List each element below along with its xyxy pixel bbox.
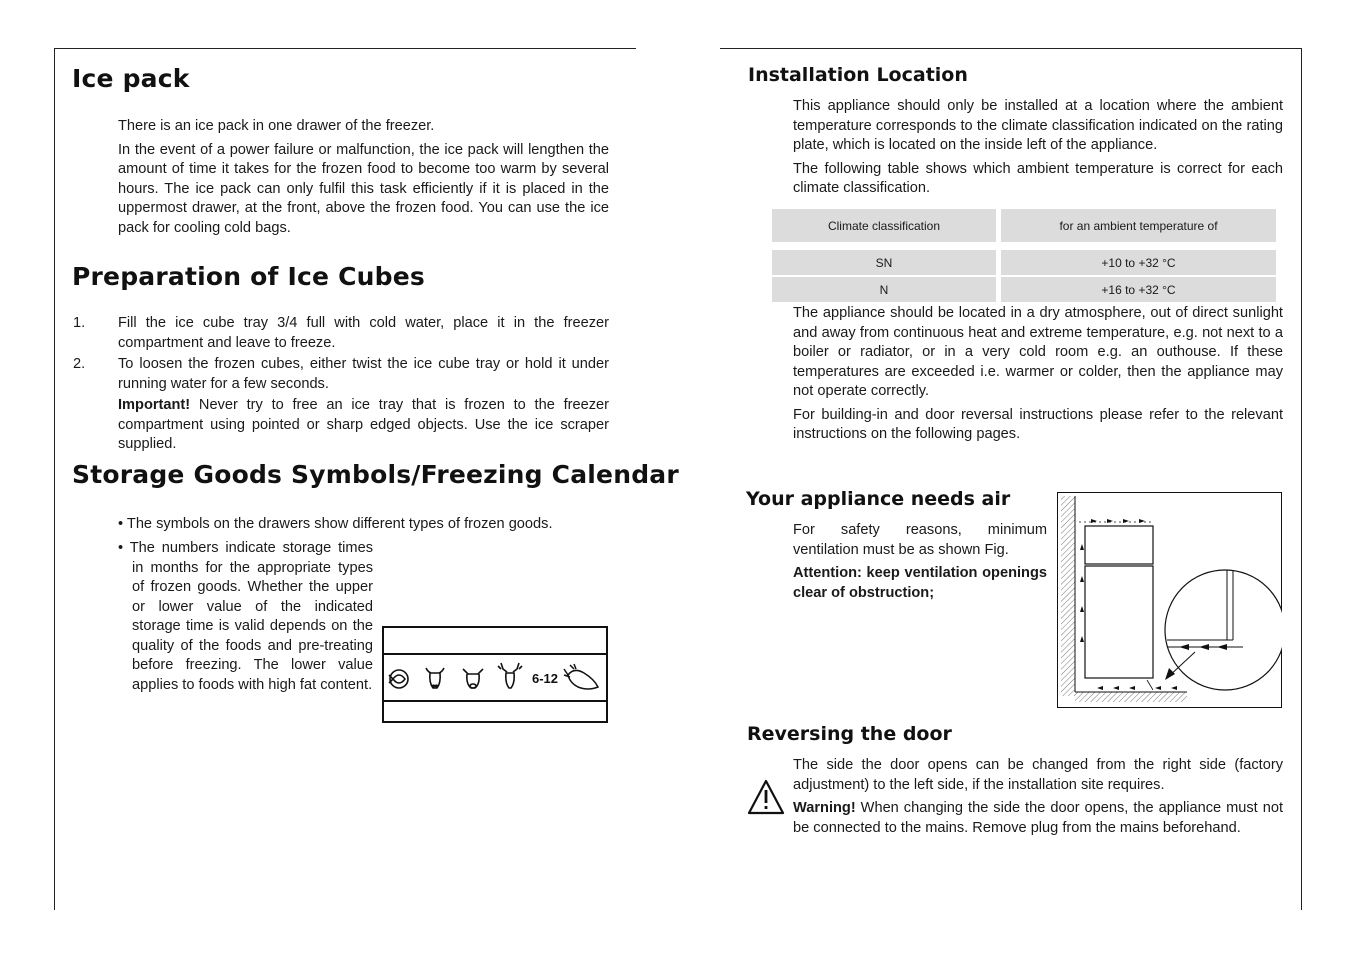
step-2-number: 2. — [73, 356, 86, 372]
right-top-rule — [720, 48, 1301, 49]
climate-header-temperature: for an ambient temperature of — [1001, 209, 1276, 242]
temperature-range-cell: +10 to +32 °C — [1001, 250, 1276, 275]
step-1-number: 1. — [73, 315, 86, 331]
reversing-paragraph-1: The side the door opens can be changed from the right side (factory adjustment) to the left side, if the installation site requires. — [793, 757, 1283, 793]
detail-magnifier — [1165, 570, 1282, 690]
installation-heading: Installation Location — [748, 64, 968, 86]
air-heading: Your appliance needs air — [746, 488, 1011, 510]
storage-bullet-1: • The symbols on the drawers show different types of frozen goods. — [118, 516, 553, 532]
pig-head-icon — [463, 669, 483, 688]
climate-class-cell: N — [772, 277, 996, 302]
warning-triangle-icon — [747, 779, 785, 815]
warning-text: When changing the side the door opens, the appliance must not be connected to the mains. Remove plug from the mains beforehand. — [793, 800, 1283, 836]
important-label: Important! — [118, 397, 191, 413]
drawer-symbols — [384, 655, 606, 701]
appliance-body — [1085, 566, 1153, 678]
installation-paragraph-3: The appliance should be located in a dry atmosphere, out of direct sunlight and away from continuous heat and extreme temperature, e.g. not next to a boiler or radiator, or in a very cold room e.g. an outhouse. If these temperatures are exceeded i.e. warmer or colder, then the appliance may not operate correctly. — [793, 305, 1283, 399]
step-1-text: Fill the ice cube tray 3/4 full with cold water, place it in the freezer compartment and leave to freeze. — [118, 315, 609, 351]
ice-pack-paragraph-1: There is an ice pack in one drawer of the freezer. — [118, 118, 435, 134]
air-paragraph-1: For safety reasons, minimum ventilation must be as shown Fig. — [793, 522, 1047, 558]
right-side-rule — [1301, 48, 1302, 910]
installation-text — [793, 97, 1283, 199]
ice-pack-text — [118, 117, 609, 238]
climate-table — [767, 209, 1281, 302]
floor-hatching — [1075, 692, 1187, 702]
reversing-text — [793, 756, 1283, 838]
climate-header-classification: Climate classification — [772, 209, 996, 242]
cow-head-icon — [426, 668, 444, 688]
ice-pack-paragraph-2: In the event of a power failure or malfunction, the ice pack will lengthen the amount of time it takes for the frozen food to become too warm by several hours. The ice pack can only fulfil this task efficiently if it is placed in the uppermost drawer, at the front, above the frozen food. You can use the ice pack for cooling cold bags. — [118, 141, 609, 236]
reversing-warning — [793, 799, 1283, 838]
storage-heading: Storage Goods Symbols/Freezing Calendar — [72, 460, 679, 489]
storage-bullet-2: • The numbers indicate storage times in months for the appropriate types of frozen goods. Whether the upper or lower value of the indicated storage time is valid depends on the quality of the foods and pre-treating before freezing. The lower value applies to foods with high fat content. — [118, 540, 373, 693]
important-note — [118, 396, 609, 455]
installation-paragraph-4: For building-in and door reversal instructions please refer to the relevant instructions on the following pages. — [793, 406, 1283, 442]
ice-cubes-heading: Preparation of Ice Cubes — [72, 262, 425, 291]
ice-pack-heading: Ice pack — [72, 64, 190, 93]
reversing-heading: Reversing the door — [747, 723, 952, 745]
left-side-rule — [54, 48, 55, 910]
step-2-text: To loosen the frozen cubes, either twist the ice cube tray or hold it under running water for a few seconds. — [118, 356, 609, 392]
installation-text-continued — [793, 304, 1283, 445]
warning-label: Warning! — [793, 800, 856, 816]
important-text: Never try to free an ice tray that is frozen to the freezer compartment using pointed or sharp edged objects. Use the ice scraper supplied. — [118, 397, 609, 452]
deer-head-icon — [498, 663, 522, 688]
temperature-range-cell: +16 to +32 °C — [1001, 277, 1276, 302]
air-text — [793, 521, 1047, 603]
climate-table-header — [772, 209, 1276, 242]
drawer-range-label: 6-12 — [532, 671, 559, 686]
fish-icon — [389, 670, 408, 688]
wall-hatching — [1061, 496, 1075, 696]
drawer-symbol-panel — [382, 626, 608, 723]
climate-class-cell: SN — [772, 250, 996, 275]
air-paragraph-2: Attention: keep ventilation openings clear of obstruction; — [793, 565, 1047, 601]
table-row — [772, 277, 1276, 302]
installation-paragraph-2: The following table shows which ambient temperature is correct for each climate classification. — [793, 160, 1283, 196]
installation-paragraph-1: This appliance should only be installed at a location where the ambient temperature corresponds to the climate classification indicated on the rating plate, which is located on the inside left of the appliance. — [793, 98, 1283, 153]
table-row — [772, 250, 1276, 275]
left-top-rule — [55, 48, 636, 49]
ventilation-figure — [1057, 492, 1282, 708]
poultry-icon — [564, 664, 598, 689]
wall-cabinet — [1085, 526, 1153, 564]
